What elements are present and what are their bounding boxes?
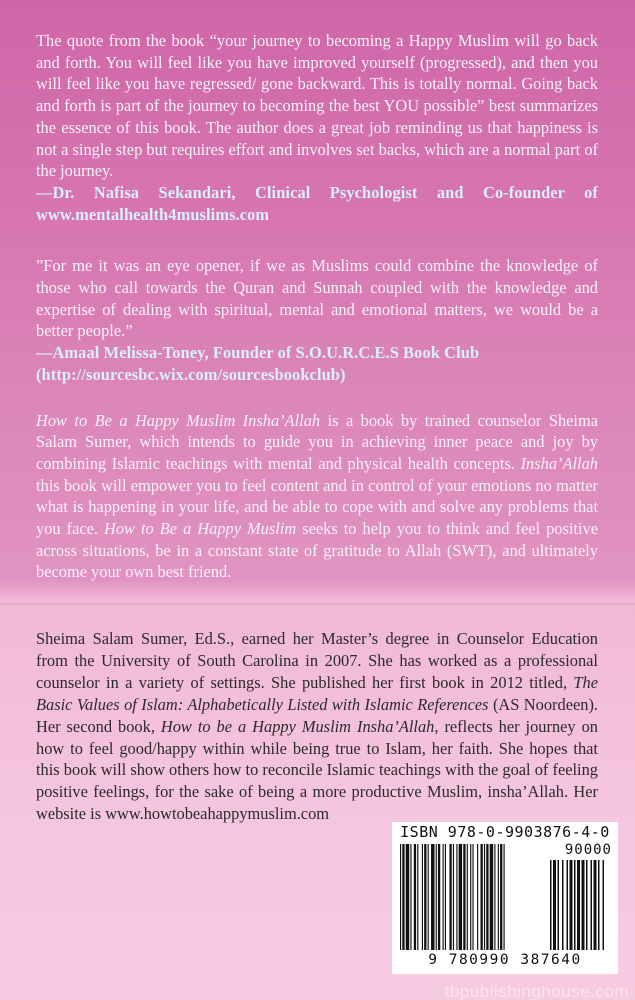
barcode-addon-bar <box>591 860 593 950</box>
barcode-bar <box>443 844 444 950</box>
barcode-bar <box>417 844 418 950</box>
barcode-bar <box>406 844 409 950</box>
barcode-addon-bar <box>558 860 560 950</box>
barcode-bar <box>477 844 478 950</box>
barcode-bar <box>484 844 485 950</box>
description-text-1: is a book by trained counselor Sheima Salam Sumer, which intends to guide you in achieving inner peace and joy by combining Islamic teachings with mental and physical health concepts. <box>36 410 598 473</box>
barcode-bar <box>431 844 434 950</box>
endorsement-quote-2 <box>36 255 598 385</box>
barcode-addon-bar <box>562 860 564 950</box>
barcode-bar <box>467 844 468 950</box>
quote-1-attribution: —Dr. Nafisa Sekandari, Clinical Psychologist and Co-founder of www.mentalhealth4muslims.com <box>36 182 598 224</box>
description-text-2: this book will empower you to feel content and in control of your emotions no matter what is happening in your life, and be able to cope with and solve any problems that you face. <box>36 475 598 539</box>
barcode-bar <box>414 844 416 950</box>
barcode-addon-bar <box>567 860 569 950</box>
barcode-addon-bar <box>550 860 552 950</box>
section-divider <box>0 603 635 605</box>
endorsements-section <box>36 30 598 583</box>
description-text-3: seeks to help you to think and feel positive across situations, be in a constant state of gratitude to Allah (SWT), and ultimately become your own best friend. <box>36 519 598 582</box>
barcode-bar <box>463 844 465 950</box>
barcode-bar <box>438 844 440 950</box>
barcode-addon-bar <box>574 860 576 950</box>
barcode-bar <box>470 844 471 950</box>
isbn-label: ISBN 978-0-9903876-4-0 <box>400 823 610 841</box>
barcode-bar <box>459 844 462 950</box>
barcode-bar <box>424 844 426 950</box>
quote-2-attribution-name: —Amaal Melissa-Toney, Founder of S.O.U.R.C.E.S Book Club <box>36 343 480 363</box>
quote-2-attribution-url: (http://sourcesbc.wix.com/sourcesbookclub) <box>36 364 346 384</box>
book-description <box>36 410 598 584</box>
barcode-bar <box>456 844 457 950</box>
publisher-website: tbpublishinghouse.com <box>444 982 629 1000</box>
endorsement-quote-1 <box>36 30 598 225</box>
barcode-addon-bar <box>570 860 573 950</box>
barcode-ean-digits: 9 780990 387640 <box>428 952 582 968</box>
barcode-bar <box>428 844 429 950</box>
barcode-addon-number: 90000 <box>564 842 612 858</box>
barcode-bar <box>445 844 446 950</box>
barcode-bar <box>500 844 502 950</box>
author-bio-section <box>36 628 598 825</box>
description-title-3: How to Be a Happy Muslim <box>104 519 297 539</box>
barcode-bar <box>504 844 505 950</box>
barcode-bar <box>481 844 483 950</box>
barcode-bar <box>453 844 454 950</box>
barcode-bar <box>486 844 488 950</box>
barcode-bar <box>402 844 404 950</box>
barcode-addon-bar <box>577 860 580 950</box>
description-title-1: How to Be a Happy Muslim Insha’Allah <box>36 410 321 430</box>
quote-2-text: ”For me it was an eye opener, if we as Muslims could combine the knowledge of those who call towards the Quran and Sunnah coupled with the knowledge and expertise of dealing with spiritual, mental and emotional matters, we would be a better people.” <box>36 256 598 341</box>
barcode-bar <box>422 844 423 950</box>
bio-text-3: , reflects her journey on how to feel good/happy within while being true to Islam, her faith. She hopes that this book will show others how to reconcile Islamic teachings with the goal of feeling positive feelings, for the sake of being a more productive Muslim, insha’Allah. Her website is www.howtobeahappymuslim.com <box>36 716 598 824</box>
barcode-addon-bar <box>582 860 585 950</box>
barcode-bar <box>410 844 411 950</box>
description-title-2: Insha’Allah <box>520 453 598 473</box>
barcode-bar <box>494 844 495 950</box>
barcode-bar <box>400 844 401 950</box>
barcode-addon-bar <box>598 860 600 950</box>
barcode-bar <box>490 844 493 950</box>
quote-1-text: The quote from the book “your journey to becoming a Happy Muslim will go back and forth. You will feel like you have improved yourself (progressed), and then you will feel like you have regressed/ gone backward. This is totally normal. Going back and forth is part of the journey to becoming the best YOU possible” best summarizes the essence of this book. The author does a great job reminding us that happiness is not a single step but requires effort and involves set backs, which are a normal part of the journey. <box>36 31 598 181</box>
barcode-bar <box>472 844 473 950</box>
barcode-addon-bar <box>553 860 556 950</box>
barcode-addon-bar <box>603 860 605 950</box>
bio-text-2: (AS Noordeen). Her second book, <box>36 694 598 736</box>
author-bio <box>36 628 598 825</box>
bio-book-2: How to be a Happy Muslim Insha’Allah <box>160 716 435 736</box>
isbn-barcode <box>392 822 618 974</box>
barcode-bar <box>498 844 499 950</box>
bio-book-1: The Basic Values of Islam: Alphabetically Listed with Islamic References <box>36 672 598 714</box>
barcode-bar <box>436 844 437 950</box>
barcode-addon-bar <box>586 860 588 950</box>
barcode-addon-bar <box>594 860 597 950</box>
barcode-bar <box>449 844 451 950</box>
bio-text-1: Sheima Salam Sumer, Ed.S., earned her Master’s degree in Counselor Education from the University of South Carolina in 2007. She has worked as a professional counselor in a variety of settings. She published her first book in 2012 titled, <box>36 629 598 692</box>
barcode-bars <box>400 844 610 954</box>
